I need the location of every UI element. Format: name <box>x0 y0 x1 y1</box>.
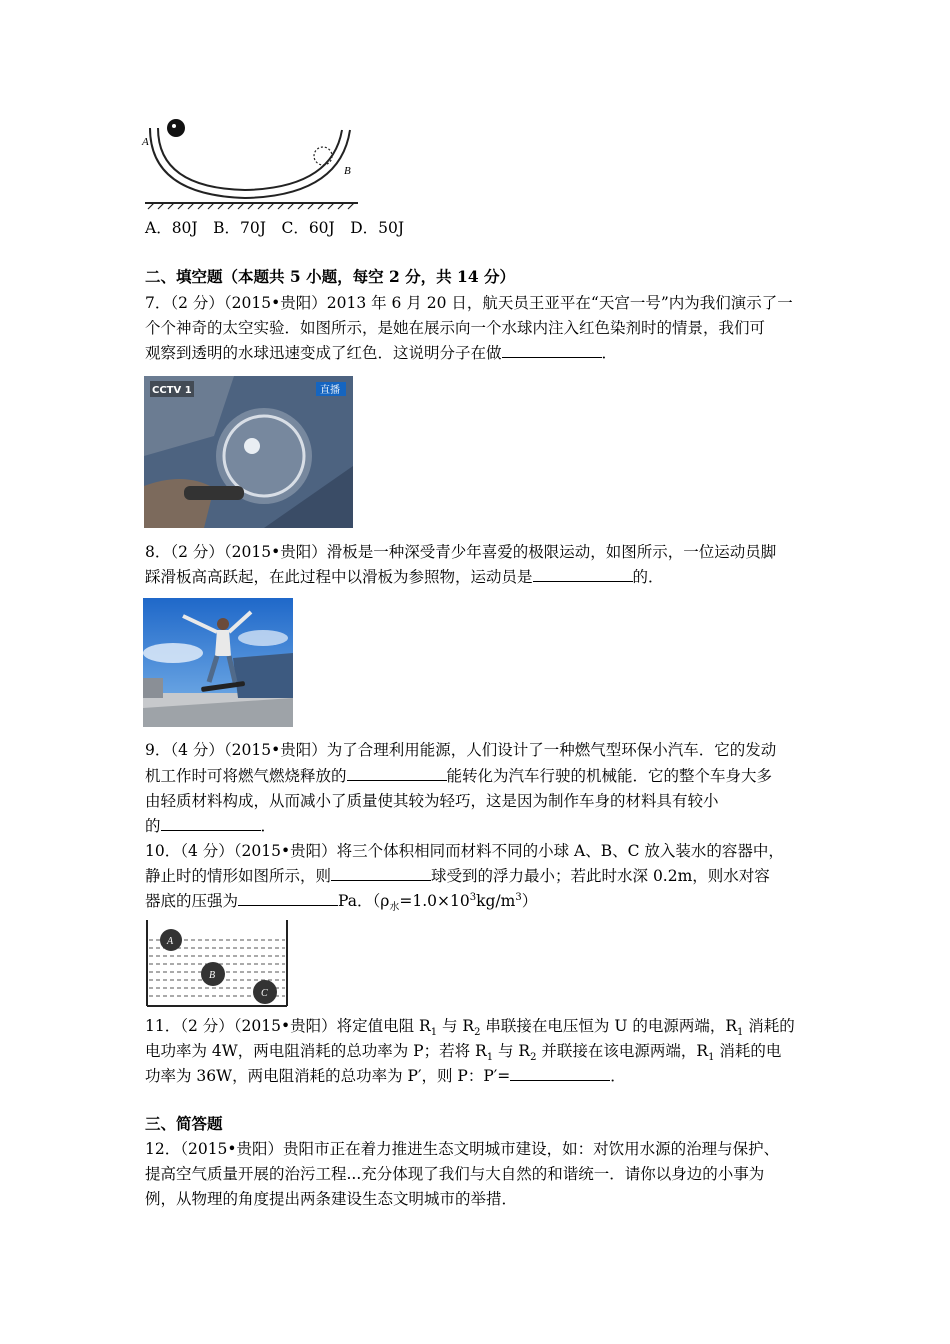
q11-answer-blank[interactable] <box>510 1066 610 1081</box>
q11-line1: 11．（2 分）（2015•贵阳）将定值电阻 $R_1$ 与 $R_2$ 串联接在电压恒为 U 的电源两端，$R_1$ 消耗的 <box>145 1017 795 1039</box>
q8-line2: 踩滑板高高跃起，在此过程中以滑板为参照物，运动员是 的． <box>145 568 664 586</box>
q9-line1: 9．（4 分）（2015•贵阳）为了合理利用能源，人们设计了一种燃气型环保小汽车．它的发动 <box>145 741 777 759</box>
q12-line1: 12．（2015•贵阳）贵阳市正在着力推进生态文明城市建设，如：对饮用水源的治理与保护、 <box>145 1140 780 1158</box>
svg-text:CCTV 1: CCTV 1 <box>152 385 192 396</box>
q10-line3: 器底的压强为 Pa．$(\rho_水=1.0\times 10^3kg/m^3)$ <box>145 891 538 914</box>
q9-answer-blank-2[interactable] <box>161 816 261 831</box>
q11-line3: 功率为 36W，两电阻消耗的总功率为 P′，则 P：P′= ． <box>145 1067 626 1085</box>
q8-line1: 8．（2 分）（2015•贵阳）滑板是一种深受青少年喜爱的极限运动，如图所示，一位运动员脚 <box>145 543 777 561</box>
section3-title: 三、简答题 <box>145 1114 223 1133</box>
track-figure <box>140 110 365 215</box>
label-a: A <box>142 136 149 148</box>
q9-line2: 机工作时可将燃气燃烧释放的 能转化为汽车行驶的机械能．它的整个车身大多 <box>145 767 773 785</box>
svg-text:B: B <box>209 970 216 981</box>
svg-text:C: C <box>261 988 268 999</box>
svg-text:直播: 直播 <box>320 385 340 396</box>
q9-line4: 的 ． <box>145 817 277 835</box>
q10-line2: 静止时的情形如图所示，则 球受到的浮力最小；若此时水深 0.2m，则水对容 <box>145 867 770 885</box>
q8-answer-blank[interactable] <box>533 567 633 582</box>
q9-line3: 由轻质材料构成，从而减小了质量使其较为轻巧，这是因为制作车身的材料具有较小 <box>145 792 719 810</box>
q10-answer-blank-1[interactable] <box>331 866 431 881</box>
q12-line2: 提高空气质量开展的治污工程...充分体现了我们与大自然的和谐统一．请你以身边的小事为 <box>145 1165 765 1183</box>
q7-answer-blank[interactable] <box>502 343 602 358</box>
svg-text:A: A <box>167 936 174 947</box>
label-b: B <box>344 165 351 177</box>
q9-answer-blank-1[interactable] <box>347 766 447 781</box>
q10-answer-blank-2[interactable] <box>238 891 338 906</box>
container-figure <box>143 918 291 1010</box>
q6-options: A．80J B．70J C．60J D．50J <box>145 219 405 237</box>
q12-line3: 例，从物理的角度提出两条建设生态文明城市的举措． <box>145 1190 518 1208</box>
skateboard-photo <box>143 598 293 727</box>
q10-line1: 10．（4 分）（2015•贵阳）将三个体积相同而材料不同的小球 A、B、C 放入装水的容器中， <box>145 842 784 860</box>
q11-line2: 电功率为 4W，两电阻消耗的总功率为 P；若将 $R_1$ 与 $R_2$ 并联接在该电源两端，$R_1$ 消耗的电 <box>145 1042 782 1064</box>
q7-line3: 观察到透明的水球迅速变成了红色．这说明分子在做 ． <box>145 344 618 362</box>
space-water-ball-photo <box>144 376 353 528</box>
section2-title: 二、填空题（本题共 5 小题，每空 2 分，共 14 分） <box>145 267 516 286</box>
q7-line1: 7．（2 分）（2015•贵阳）2013 年 6 月 20 日，航天员王亚平在“天宫一号”内为我们演示了一 <box>145 294 793 312</box>
q7-line2: 个个神奇的太空实验．如图所示，是她在展示向一个水球内注入红色染剂时的情景，我们可 <box>145 319 766 337</box>
ball-b-dashed-icon <box>314 147 332 165</box>
ball-a-icon <box>167 119 185 137</box>
